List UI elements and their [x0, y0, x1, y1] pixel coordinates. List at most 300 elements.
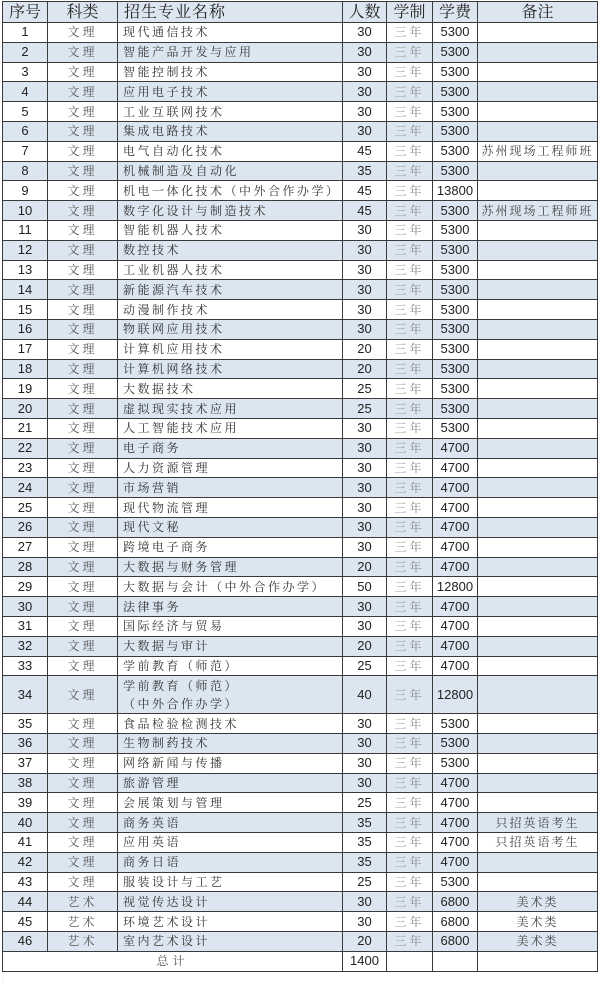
cell-index: 16	[3, 319, 48, 339]
cell-fee: 6800	[433, 892, 478, 912]
cell-count: 35	[343, 833, 387, 853]
table-row	[3, 597, 598, 617]
cell-category: 文理	[48, 872, 118, 892]
cell-major-name	[118, 676, 343, 714]
cell-note: 只招英语考生	[478, 813, 598, 833]
cell-major-name: 生物制药技术	[118, 734, 343, 754]
cell-note	[478, 62, 598, 82]
cell-index: 26	[3, 517, 48, 537]
cell-category: 文理	[48, 240, 118, 260]
cell-category: 文理	[48, 359, 118, 379]
cell-major-name: 跨境电子商务	[118, 537, 343, 557]
cell-major-name: 食品检验检测技术	[118, 714, 343, 734]
cell-note	[478, 773, 598, 793]
cell-count: 20	[343, 557, 387, 577]
cell-fee: 4700	[433, 833, 478, 853]
cell-index: 42	[3, 852, 48, 872]
cell-category: 文理	[48, 813, 118, 833]
cell-major-name: 室内艺术设计	[118, 932, 343, 952]
cell-note	[478, 458, 598, 478]
table-row	[3, 339, 598, 359]
cell-major-name: 数字化设计与制造技术	[118, 201, 343, 221]
table-row	[3, 399, 598, 419]
cell-note	[478, 852, 598, 872]
table-row	[3, 734, 598, 754]
cell-duration: 三年	[387, 319, 433, 339]
cell-duration: 三年	[387, 833, 433, 853]
cell-index: 4	[3, 82, 48, 102]
table-row	[3, 438, 598, 458]
cell-duration: 三年	[387, 42, 433, 62]
cell-note	[478, 734, 598, 754]
cell-major-name: 学前教育（师范）	[118, 656, 343, 676]
cell-major-name: 数控技术	[118, 240, 343, 260]
cell-duration: 三年	[387, 498, 433, 518]
cell-index: 14	[3, 280, 48, 300]
cell-fee: 4700	[433, 773, 478, 793]
table-row	[3, 537, 598, 557]
cell-fee: 4700	[433, 597, 478, 617]
table-row	[3, 793, 598, 813]
cell-count: 30	[343, 418, 387, 438]
table-header-row	[3, 2, 598, 23]
cell-note	[478, 300, 598, 320]
header-fee: 学费	[433, 2, 478, 23]
cell-major-name: 新能源汽车技术	[118, 280, 343, 300]
cell-duration: 三年	[387, 62, 433, 82]
cell-major-name: 旅游管理	[118, 773, 343, 793]
cell-note	[478, 793, 598, 813]
table-row	[3, 201, 598, 221]
cell-note: 苏州现场工程师班	[478, 141, 598, 161]
cell-category: 文理	[48, 319, 118, 339]
cell-note	[478, 676, 598, 714]
cell-fee: 4700	[433, 557, 478, 577]
cell-fee: 5300	[433, 418, 478, 438]
cell-duration: 三年	[387, 852, 433, 872]
cell-fee: 5300	[433, 339, 478, 359]
cell-duration: 三年	[387, 813, 433, 833]
cell-category: 文理	[48, 181, 118, 201]
table-body	[3, 23, 598, 972]
cell-note: 苏州现场工程师班	[478, 201, 598, 221]
cell-note: 美术类	[478, 912, 598, 932]
cell-count: 30	[343, 42, 387, 62]
cell-count: 30	[343, 102, 387, 122]
cell-major-name: 智能产品开发与应用	[118, 42, 343, 62]
table-row	[3, 753, 598, 773]
cell-count: 30	[343, 753, 387, 773]
cell-note	[478, 82, 598, 102]
cell-note	[478, 102, 598, 122]
cell-major-name: 人工智能技术应用	[118, 418, 343, 438]
header-count: 人数	[343, 2, 387, 23]
cell-duration: 三年	[387, 458, 433, 478]
cell-note	[478, 379, 598, 399]
cell-fee: 5300	[433, 220, 478, 240]
cell-fee: 5300	[433, 379, 478, 399]
cell-fee: 5300	[433, 240, 478, 260]
cell-count: 20	[343, 359, 387, 379]
cell-note	[478, 319, 598, 339]
cell-fee: 5300	[433, 260, 478, 280]
cell-count: 30	[343, 62, 387, 82]
cell-note	[478, 181, 598, 201]
cell-major-name: 物联网应用技术	[118, 319, 343, 339]
cell-major-name: 视觉传达设计	[118, 892, 343, 912]
cell-duration: 三年	[387, 399, 433, 419]
cell-fee: 5300	[433, 300, 478, 320]
cell-index: 20	[3, 399, 48, 419]
cell-duration: 三年	[387, 656, 433, 676]
table-row	[3, 478, 598, 498]
cell-note	[478, 121, 598, 141]
cell-duration: 三年	[387, 557, 433, 577]
cell-fee: 4700	[433, 458, 478, 478]
cell-note	[478, 537, 598, 557]
table-row	[3, 577, 598, 597]
total-empty-note	[478, 951, 598, 971]
cell-major-name: 会展策划与管理	[118, 793, 343, 813]
cell-category: 文理	[48, 852, 118, 872]
cell-fee: 4700	[433, 478, 478, 498]
cell-major-name: 网络新闻与传播	[118, 753, 343, 773]
cell-index: 29	[3, 577, 48, 597]
cell-fee: 5300	[433, 872, 478, 892]
cell-duration: 三年	[387, 912, 433, 932]
table-row	[3, 260, 598, 280]
cell-count: 25	[343, 872, 387, 892]
cell-major-name: 应用英语	[118, 833, 343, 853]
cell-count: 50	[343, 577, 387, 597]
cell-major-name: 市场营销	[118, 478, 343, 498]
cell-major-name: 大数据技术	[118, 379, 343, 399]
cell-category: 文理	[48, 517, 118, 537]
total-empty-duration	[387, 951, 433, 971]
major-name-line-1: 学前教育（师范）	[123, 678, 240, 693]
cell-index: 34	[3, 676, 48, 714]
cell-duration: 三年	[387, 23, 433, 43]
cell-note	[478, 438, 598, 458]
table-row	[3, 498, 598, 518]
cell-fee: 5300	[433, 42, 478, 62]
cell-fee: 5300	[433, 359, 478, 379]
cell-duration: 三年	[387, 280, 433, 300]
table-row	[3, 379, 598, 399]
cell-duration: 三年	[387, 300, 433, 320]
cell-category: 文理	[48, 280, 118, 300]
cell-note: 美术类	[478, 892, 598, 912]
cell-note	[478, 280, 598, 300]
cell-fee: 5300	[433, 399, 478, 419]
cell-major-name: 大数据与会计（中外合作办学）	[118, 577, 343, 597]
cell-duration: 三年	[387, 359, 433, 379]
cell-duration: 三年	[387, 339, 433, 359]
cell-major-name: 集成电路技术	[118, 121, 343, 141]
cell-fee: 4700	[433, 616, 478, 636]
cell-note	[478, 636, 598, 656]
cell-index: 3	[3, 62, 48, 82]
cell-note	[478, 339, 598, 359]
table-row	[3, 852, 598, 872]
cell-fee: 5300	[433, 734, 478, 754]
cell-count: 30	[343, 892, 387, 912]
cell-major-name: 机械制造及自动化	[118, 161, 343, 181]
cell-count: 35	[343, 852, 387, 872]
cell-index: 18	[3, 359, 48, 379]
cell-category: 艺术	[48, 912, 118, 932]
table-row	[3, 418, 598, 438]
cell-duration: 三年	[387, 932, 433, 952]
cell-fee: 4700	[433, 537, 478, 557]
cell-fee: 5300	[433, 280, 478, 300]
cell-duration: 三年	[387, 537, 433, 557]
cell-index: 36	[3, 734, 48, 754]
admissions-table	[2, 1, 598, 972]
total-empty-fee	[433, 951, 478, 971]
cell-category: 文理	[48, 379, 118, 399]
cell-fee: 5300	[433, 62, 478, 82]
cell-category: 文理	[48, 636, 118, 656]
cell-count: 30	[343, 240, 387, 260]
cell-category: 文理	[48, 141, 118, 161]
table-row	[3, 121, 598, 141]
cell-duration: 三年	[387, 597, 433, 617]
cell-note	[478, 597, 598, 617]
cell-category: 文理	[48, 82, 118, 102]
cell-note	[478, 872, 598, 892]
cell-count: 45	[343, 181, 387, 201]
cell-index: 32	[3, 636, 48, 656]
table-row	[3, 240, 598, 260]
cell-duration: 三年	[387, 379, 433, 399]
cell-major-name: 电子商务	[118, 438, 343, 458]
header-category: 科类	[48, 2, 118, 23]
cell-fee: 4700	[433, 793, 478, 813]
cell-category: 文理	[48, 714, 118, 734]
cell-count: 20	[343, 932, 387, 952]
cell-index: 13	[3, 260, 48, 280]
cell-count: 30	[343, 319, 387, 339]
table-row	[3, 141, 598, 161]
table-row	[3, 833, 598, 853]
cell-count: 45	[343, 141, 387, 161]
cell-duration: 三年	[387, 161, 433, 181]
cell-index: 38	[3, 773, 48, 793]
cell-fee: 5300	[433, 753, 478, 773]
table-row	[3, 300, 598, 320]
cell-category: 艺术	[48, 932, 118, 952]
cell-duration: 三年	[387, 676, 433, 714]
cell-category: 文理	[48, 399, 118, 419]
cell-major-name: 商务英语	[118, 813, 343, 833]
cell-index: 8	[3, 161, 48, 181]
table-row	[3, 458, 598, 478]
cell-note	[478, 399, 598, 419]
table-row	[3, 359, 598, 379]
cell-note	[478, 577, 598, 597]
cell-major-name: 动漫制作技术	[118, 300, 343, 320]
cell-fee: 4700	[433, 852, 478, 872]
cell-count: 20	[343, 636, 387, 656]
cell-note: 只招英语考生	[478, 833, 598, 853]
cell-fee: 5300	[433, 141, 478, 161]
table-row	[3, 102, 598, 122]
cell-category: 文理	[48, 438, 118, 458]
cell-duration: 三年	[387, 102, 433, 122]
cell-note	[478, 161, 598, 181]
cell-count: 30	[343, 121, 387, 141]
cell-note	[478, 616, 598, 636]
cell-index: 28	[3, 557, 48, 577]
table-row	[3, 23, 598, 43]
table-row	[3, 714, 598, 734]
cell-category: 文理	[48, 339, 118, 359]
cell-index: 11	[3, 220, 48, 240]
header-note: 备注	[478, 2, 598, 23]
cell-index: 19	[3, 379, 48, 399]
cell-category: 文理	[48, 498, 118, 518]
cell-index: 12	[3, 240, 48, 260]
cell-index: 31	[3, 616, 48, 636]
cell-category: 文理	[48, 833, 118, 853]
cell-index: 46	[3, 932, 48, 952]
cell-category: 文理	[48, 42, 118, 62]
cell-duration: 三年	[387, 121, 433, 141]
cell-fee: 13800	[433, 181, 478, 201]
cell-duration: 三年	[387, 734, 433, 754]
cell-index: 43	[3, 872, 48, 892]
cell-count: 30	[343, 82, 387, 102]
cell-index: 2	[3, 42, 48, 62]
cell-major-name: 现代通信技术	[118, 23, 343, 43]
cell-fee: 12800	[433, 577, 478, 597]
cell-major-name: 智能机器人技术	[118, 220, 343, 240]
cell-note	[478, 517, 598, 537]
cell-category: 艺术	[48, 892, 118, 912]
cell-category: 文理	[48, 557, 118, 577]
table-row	[3, 616, 598, 636]
cell-duration: 三年	[387, 141, 433, 161]
cell-count: 30	[343, 912, 387, 932]
cell-count: 30	[343, 498, 387, 518]
cell-note	[478, 714, 598, 734]
cell-note	[478, 478, 598, 498]
cell-count: 40	[343, 676, 387, 714]
admissions-table-sheet	[2, 1, 597, 972]
cell-count: 30	[343, 280, 387, 300]
cell-category: 文理	[48, 418, 118, 438]
cell-major-name: 环境艺术设计	[118, 912, 343, 932]
cell-duration: 三年	[387, 260, 433, 280]
cell-count: 30	[343, 734, 387, 754]
cell-note	[478, 220, 598, 240]
cell-category: 文理	[48, 753, 118, 773]
cell-major-name: 虚拟现实技术应用	[118, 399, 343, 419]
table-row	[3, 557, 598, 577]
table-row	[3, 181, 598, 201]
table-row	[3, 319, 598, 339]
cell-category: 文理	[48, 300, 118, 320]
cell-index: 37	[3, 753, 48, 773]
cell-major-name: 工业机器人技术	[118, 260, 343, 280]
cell-count: 30	[343, 597, 387, 617]
cell-count: 30	[343, 616, 387, 636]
cell-note	[478, 753, 598, 773]
cell-index: 41	[3, 833, 48, 853]
cell-fee: 4700	[433, 517, 478, 537]
cell-fee: 5300	[433, 161, 478, 181]
cell-duration: 三年	[387, 418, 433, 438]
cell-index: 22	[3, 438, 48, 458]
cell-duration: 三年	[387, 577, 433, 597]
cell-category: 文理	[48, 676, 118, 714]
total-count: 1400	[343, 951, 387, 971]
table-row	[3, 42, 598, 62]
cell-count: 30	[343, 714, 387, 734]
cell-category: 文理	[48, 537, 118, 557]
cell-duration: 三年	[387, 872, 433, 892]
cell-fee: 4700	[433, 498, 478, 518]
cell-count: 30	[343, 458, 387, 478]
cell-note	[478, 23, 598, 43]
cell-category: 文理	[48, 793, 118, 813]
table-row	[3, 656, 598, 676]
cell-index: 15	[3, 300, 48, 320]
cell-count: 20	[343, 339, 387, 359]
cell-duration: 三年	[387, 793, 433, 813]
cell-count: 30	[343, 260, 387, 280]
cell-count: 35	[343, 813, 387, 833]
cell-major-name: 人力资源管理	[118, 458, 343, 478]
cell-count: 30	[343, 773, 387, 793]
cell-major-name: 商务日语	[118, 852, 343, 872]
cell-count: 35	[343, 161, 387, 181]
cell-note	[478, 418, 598, 438]
cell-category: 文理	[48, 616, 118, 636]
cell-duration: 三年	[387, 82, 433, 102]
cell-major-name: 电气自动化技术	[118, 141, 343, 161]
cell-category: 文理	[48, 161, 118, 181]
cell-duration: 三年	[387, 892, 433, 912]
cell-note: 美术类	[478, 932, 598, 952]
table-row	[3, 872, 598, 892]
cell-category: 文理	[48, 102, 118, 122]
cell-duration: 三年	[387, 773, 433, 793]
cell-index: 6	[3, 121, 48, 141]
cell-index: 10	[3, 201, 48, 221]
cell-category: 文理	[48, 577, 118, 597]
table-row	[3, 62, 598, 82]
cell-index: 35	[3, 714, 48, 734]
cell-fee: 5300	[433, 23, 478, 43]
table-row	[3, 892, 598, 912]
total-row	[3, 951, 598, 971]
cell-fee: 12800	[433, 676, 478, 714]
cell-index: 9	[3, 181, 48, 201]
cell-index: 45	[3, 912, 48, 932]
cell-category: 文理	[48, 23, 118, 43]
cell-count: 30	[343, 517, 387, 537]
cell-major-name: 工业互联网技术	[118, 102, 343, 122]
cell-index: 17	[3, 339, 48, 359]
cell-count: 30	[343, 23, 387, 43]
cell-major-name: 法律事务	[118, 597, 343, 617]
cell-fee: 4700	[433, 656, 478, 676]
cell-fee: 4700	[433, 636, 478, 656]
cell-fee: 5300	[433, 714, 478, 734]
header-index: 序号	[3, 2, 48, 23]
